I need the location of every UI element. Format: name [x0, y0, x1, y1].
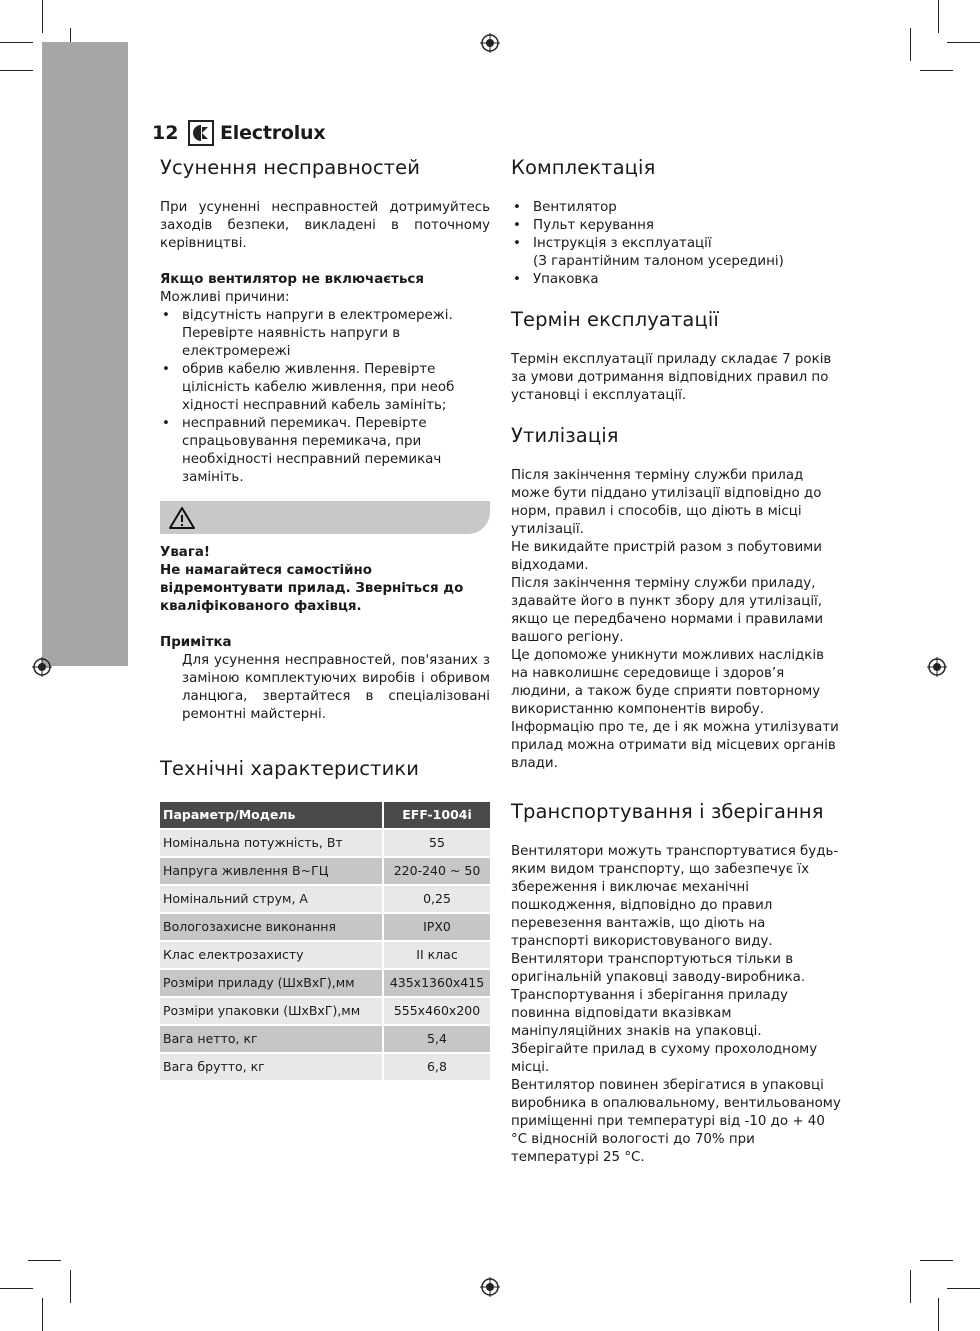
table-cell: 435х1360х415	[382, 970, 490, 996]
crop-mark	[0, 1288, 33, 1289]
left-column	[160, 155, 490, 1082]
table-row	[160, 886, 490, 912]
list-item	[511, 235, 841, 271]
crop-mark	[920, 1260, 953, 1261]
table-cell: Вага нетто, кг	[160, 1026, 382, 1052]
package-list	[511, 199, 841, 289]
warning-triangle-icon	[168, 506, 196, 530]
list-item: • відсутність напруги в електромережі. Перевірте наявність напруги в електромережі	[160, 307, 490, 361]
crop-mark	[947, 42, 980, 43]
troubleshooting-intro: При усуненні несправностей дотримуйтесь заходів безпеки, викладені в поточному керівництві.	[160, 200, 490, 251]
table-cell: Номінальний струм, А	[160, 886, 382, 912]
table-row	[160, 1054, 490, 1080]
right-column	[511, 155, 841, 1167]
disposal-paragraph: Після закінчення терміну служби прилад може бути піддано утилізації відповідно до норм, правил і способів, що діють в місці утилізації.	[511, 468, 822, 537]
list-item: • Пульт керування	[511, 217, 841, 235]
column-header: Параметр/Модель	[160, 802, 382, 828]
column-header: EFF-1004i	[382, 802, 490, 828]
crop-mark	[920, 70, 953, 71]
disposal-paragraph: Інформацію про те, де і як можна утилізувати прилад можна отримати від місцевих органів влади.	[511, 720, 839, 771]
lifetime-text: Термін експлуатації приладу складає 7 років за умови дотримання відповідних правил по установці і експлуатації.	[511, 352, 832, 403]
specs-title: Технічні характеристики	[160, 757, 420, 780]
case-title: Якщо вентилятор не включається	[160, 272, 424, 287]
crop-mark	[910, 1270, 911, 1303]
disposal-paragraph: Це допоможе уникнути можливих наслідків на навколишнє середовище і здоров’я людини, а також буде сприяти повторному використанню компонентів виробу.	[511, 648, 825, 717]
table-row	[160, 830, 490, 856]
disposal-paragraph: Не викидайте пристрій разом з побутовими відходами.	[511, 540, 822, 573]
list-item: • Упаковка	[511, 271, 841, 289]
crop-mark	[28, 1260, 61, 1261]
package-title: Комплектація	[511, 156, 656, 179]
table-header-row	[160, 802, 490, 828]
crop-mark	[70, 1270, 71, 1303]
troubleshooting-title: Усунення несправностей	[160, 156, 420, 179]
table-row	[160, 942, 490, 968]
disposal-title: Утилізація	[511, 424, 619, 447]
causes-list	[160, 307, 490, 487]
page-header	[152, 117, 325, 149]
table-row	[160, 858, 490, 884]
list-item: • Вентилятор	[511, 199, 841, 217]
list-item-note: (З гарантійним талоном усередині)	[533, 254, 784, 269]
registration-mark-icon	[32, 657, 52, 677]
table-cell: Вологозахисне виконання	[160, 914, 382, 940]
electrolux-logo-icon	[188, 120, 214, 146]
table-cell: Номінальна потужність, Вт	[160, 830, 382, 856]
table-cell: IPX0	[382, 914, 490, 940]
crop-mark	[947, 1288, 980, 1289]
crop-mark	[910, 28, 911, 61]
causes-label: Можливі причини:	[160, 290, 290, 305]
crop-mark	[0, 70, 33, 71]
table-cell: Розміри упаковки (ШхВхГ),мм	[160, 998, 382, 1024]
table-cell: Напруга живлення В~ГЦ	[160, 858, 382, 884]
transport-title: Транспортування і зберігання	[511, 800, 824, 823]
disposal-paragraph: Після закінчення терміну служби приладу, здавайте його в пункт збору для утилізації, якщо це передбачено нормами і правилами вашого регіону.	[511, 576, 824, 645]
table-cell: 5,4	[382, 1026, 490, 1052]
table-row	[160, 914, 490, 940]
table-cell: 6,8	[382, 1054, 490, 1080]
list-item-text: Інструкція з експлуатації	[533, 236, 712, 251]
crop-mark	[42, 1298, 43, 1331]
registration-mark-icon	[927, 657, 947, 677]
crop-mark	[0, 42, 33, 43]
table-cell: Розміри приладу (ШхВхГ),мм	[160, 970, 382, 996]
table-cell: Клас електрозахисту	[160, 942, 382, 968]
table-cell: 555х460х200	[382, 998, 490, 1024]
table-cell: 220-240 ~ 50	[382, 858, 490, 884]
warning-title: Увага!	[160, 545, 210, 560]
transport-paragraph: Вентилятори можуть транспортуватися будь-яким видом транспорту, що забезпечує їх збереження і виключає механічні пошкодження, відповідно до правил перевезення вантажів, що діють на транспорті використовуваного виду. Вентилятори транспортуються тільки в оригінальній упаковці заводу-виробника. Транспортування і зберігання приладу повинна відповідати вказівкам маніпуляційних знаків на упаковці. Зберігайте прилад в сухому прохолодному місці.	[511, 844, 839, 1075]
lifetime-title: Термін експлуатації	[511, 308, 719, 331]
crop-mark	[42, 0, 43, 33]
table-cell: Вага брутто, кг	[160, 1054, 382, 1080]
transport-paragraph: Вентилятор повинен зберігатися в упаковці виробника в опалювальному, вентильованому приміщенні при температурі від -10 до + 40 °C відносній вологості до 70% при температурі 25 °C.	[511, 1078, 841, 1165]
page-number: 12	[152, 122, 179, 144]
list-item: • несправний перемикач. Перевірте спрацьовування перемикача, при необхідності несправний перемикач замініть.	[160, 415, 490, 487]
warning-text: Не намагайтеся самостійно відремонтувати прилад. Зверніться до кваліфікованого фахівця.	[160, 563, 464, 614]
crop-mark	[938, 1298, 939, 1331]
table-row	[160, 1026, 490, 1052]
table-cell: II клас	[382, 942, 490, 968]
note-title: Примітка	[160, 635, 232, 650]
table-row	[160, 970, 490, 996]
side-tab	[42, 42, 128, 666]
list-item: • обрив кабелю живлення. Перевірте цілісність кабелю живлення, при необ хідності несправний кабель замініть;	[160, 361, 490, 415]
registration-mark-icon	[480, 1277, 500, 1297]
crop-mark	[938, 0, 939, 33]
table-cell: 0,25	[382, 886, 490, 912]
warning-bar	[160, 501, 490, 534]
table-cell: 55	[382, 830, 490, 856]
note-text: Для усунення несправностей, пов'язаних з заміною комплектуючих виробів і обривом ланцюга, звертайтеся в спеціалізовані ремонтні майстерні.	[182, 653, 490, 722]
registration-mark-icon	[480, 33, 500, 53]
brand-name: Electrolux	[220, 122, 326, 144]
specs-table	[160, 800, 490, 1082]
table-row	[160, 998, 490, 1024]
